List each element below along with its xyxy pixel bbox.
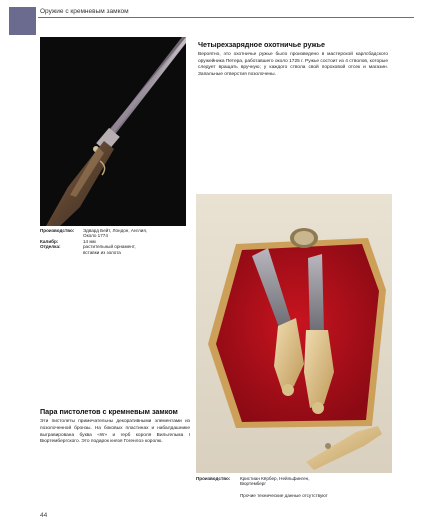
section-header: Оружие с кремневым замком	[40, 8, 129, 15]
header-rule	[38, 17, 414, 18]
rifle-photo	[40, 37, 186, 226]
rifle-specs	[40, 228, 190, 258]
spec-value: растительный орнамент,	[83, 244, 136, 250]
spec-value: Вюртемберг	[240, 481, 267, 487]
spec-label: Производство:	[40, 228, 75, 233]
pistols-note: Прочие технические данные отсутствуют	[240, 493, 328, 498]
pistols-photo	[196, 194, 392, 473]
section-color-marker	[9, 7, 36, 35]
rifle-title: Четырехзарядное охотничье ружье	[198, 40, 326, 49]
spec-value: 14 мм	[83, 238, 96, 244]
spec-label: Калибр:	[40, 238, 59, 244]
spec-value: Эдвард Бейт, Лондон, Англия,	[83, 228, 148, 233]
pistols-illustration	[196, 194, 392, 473]
rifle-illustration	[40, 37, 186, 226]
spec-value: Около 1774	[83, 233, 108, 239]
spec-value: Кристиан Кёрбер, Нейльфинген,	[240, 476, 310, 481]
rifle-description: Вероятно, это охотничье ружье было произведено в мастерской карлсбадского оружейника Петера, работавшего около 1725 г. Ружье состоит из 4 стволов, которые следует вращать вручную; у каждого ствола свой пороховой отсек и магазин. Запальные отверстия позолочены.	[198, 52, 388, 78]
spec-value: вставки из золота	[83, 249, 121, 255]
spec-label: Отделка:	[40, 244, 61, 250]
pistols-specs	[196, 476, 396, 488]
pistols-title: Пара пистолетов с кремневым замком	[40, 407, 178, 416]
spec-label: Производство:	[196, 476, 231, 481]
pistols-description: Эти пистолеты примечательны декоративными элементами из позолоченной бронзы. На боковых пластинах и набалдашнике выгравирована буква «W» и герб короля Вильгельма I Вюртембергского. Это подарок князя Гогенлоэ королю.	[40, 419, 190, 445]
page-number: 44	[40, 512, 48, 519]
